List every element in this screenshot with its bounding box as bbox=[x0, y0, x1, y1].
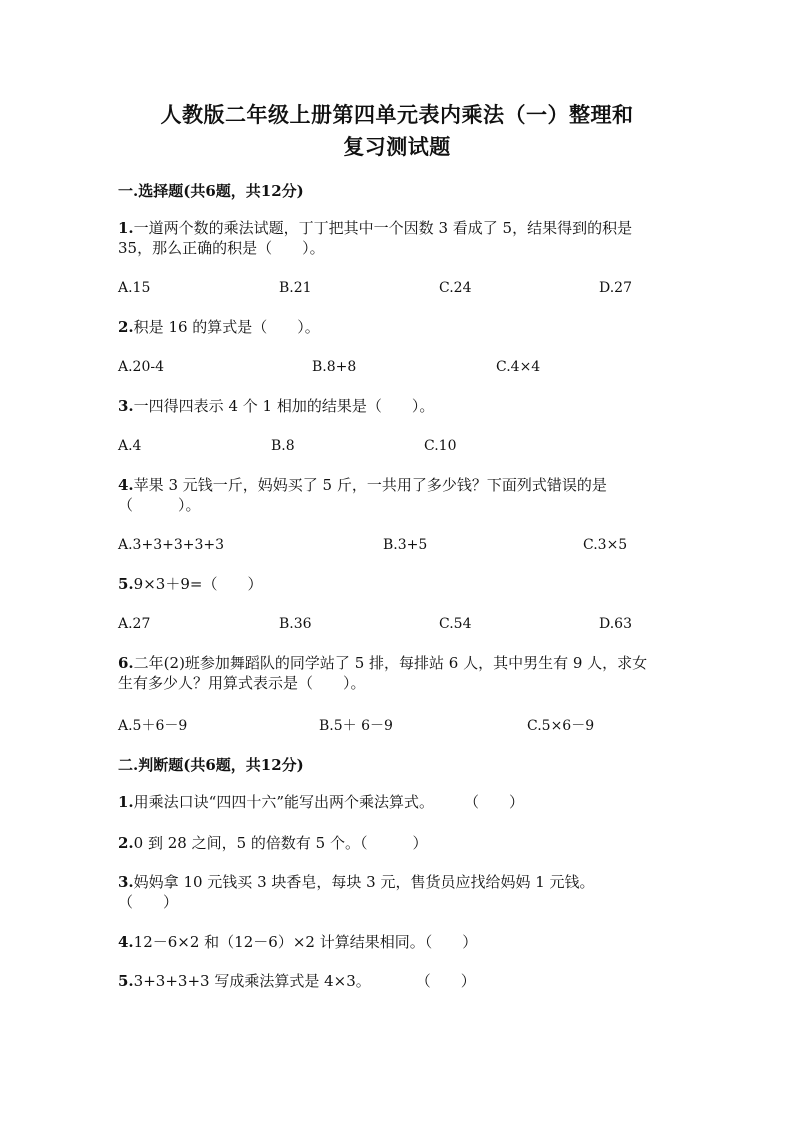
option-a: A.15 bbox=[118, 280, 151, 296]
option-c: C.24 bbox=[439, 280, 472, 296]
option-b: B.8+8 bbox=[312, 359, 357, 375]
question-text: 一四得四表示 4 个 1 相加的结果是（ ）。 bbox=[133, 397, 435, 415]
question-number: 3. bbox=[118, 873, 134, 891]
question-text-cont: 35，那么正确的积是（ ）。 bbox=[118, 239, 325, 257]
option-c: C.3×5 bbox=[583, 537, 628, 553]
question-text: 二年(2)班参加舞蹈队的同学站了 5 排，每排站 6 人，其中男生有 9 人，求女 bbox=[133, 654, 648, 672]
question-number: 6. bbox=[118, 654, 134, 672]
question-text: 3+3+3+3 写成乘法算式是 4×3。 （ ） bbox=[133, 972, 476, 990]
question-number: 1. bbox=[118, 219, 134, 237]
question-number: 1. bbox=[118, 793, 134, 811]
question-text: 0 到 28 之间，5 的倍数有 5 个。（ ） bbox=[133, 834, 428, 852]
choice-question-5 bbox=[118, 574, 678, 594]
choice-question-1 bbox=[118, 218, 678, 258]
question-number: 2. bbox=[118, 834, 134, 852]
judge-question-2 bbox=[118, 833, 678, 853]
question-text-cont: （ ）。 bbox=[118, 496, 201, 514]
option-d: D.63 bbox=[599, 616, 632, 632]
judge-question-5 bbox=[118, 971, 678, 991]
question-number: 4. bbox=[118, 933, 134, 951]
option-b: B.21 bbox=[279, 280, 312, 296]
question-number: 4. bbox=[118, 476, 134, 494]
question-number: 2. bbox=[118, 318, 134, 336]
question-text: 一道两个数的乘法试题，丁丁把其中一个因数 3 看成了 5，结果得到的积是 bbox=[133, 219, 633, 237]
page-title-line1: 人教版二年级上册第四单元表内乘法（一）整理和 bbox=[160, 102, 634, 127]
judge-question-1 bbox=[118, 792, 678, 812]
question-text: 妈妈拿 10 元钱买 3 块香皂，每块 3 元，售货员应找给妈妈 1 元钱。 bbox=[133, 873, 595, 891]
question-text: 用乘法口诀“四四十六”能写出两个乘法算式。 （ ） bbox=[133, 793, 525, 811]
option-c: C.10 bbox=[424, 438, 457, 454]
option-b: B.8 bbox=[271, 438, 295, 454]
option-b: B.5＋ 6－9 bbox=[319, 718, 393, 734]
question-text-cont: 生有多少人？用算式表示是（ ）。 bbox=[118, 674, 366, 692]
choice-question-3 bbox=[118, 396, 678, 416]
option-b: B.36 bbox=[279, 616, 312, 632]
option-a: A.5＋6－9 bbox=[118, 718, 188, 734]
choice-question-4 bbox=[118, 475, 678, 515]
section-heading-judge: 二.判断题(共6题，共12分) bbox=[118, 756, 304, 774]
question-text: 苹果 3 元钱一斤，妈妈买了 5 斤，一共用了多少钱？下面列式错误的是 bbox=[133, 476, 607, 494]
option-c: C.54 bbox=[439, 616, 472, 632]
question-text: 积是 16 的算式是（ ）。 bbox=[133, 318, 320, 336]
judge-question-4 bbox=[118, 932, 678, 952]
question-text-cont: （ ） bbox=[118, 893, 179, 911]
option-c: C.5×6－9 bbox=[527, 718, 595, 734]
judge-question-3 bbox=[118, 872, 678, 912]
option-a: A.3+3+3+3+3 bbox=[118, 537, 225, 553]
question-number: 5. bbox=[118, 575, 134, 593]
question-text: 12－6×2 和（12－6）×2 计算结果相同。（ ） bbox=[133, 933, 478, 951]
page-title-line2: 复习测试题 bbox=[343, 134, 451, 159]
question-text: 9×3＋9=（ ） bbox=[133, 575, 263, 593]
question-number: 5. bbox=[118, 972, 134, 990]
choice-question-6 bbox=[118, 653, 678, 693]
question-number: 3. bbox=[118, 397, 134, 415]
option-a: A.4 bbox=[118, 438, 142, 454]
option-d: D.27 bbox=[599, 280, 632, 296]
option-a: A.20-4 bbox=[118, 359, 165, 375]
option-a: A.27 bbox=[118, 616, 151, 632]
option-b: B.3+5 bbox=[383, 537, 428, 553]
choice-question-2 bbox=[118, 317, 678, 337]
option-c: C.4×4 bbox=[496, 359, 541, 375]
section-heading-choice: 一.选择题(共6题，共12分) bbox=[118, 182, 304, 200]
